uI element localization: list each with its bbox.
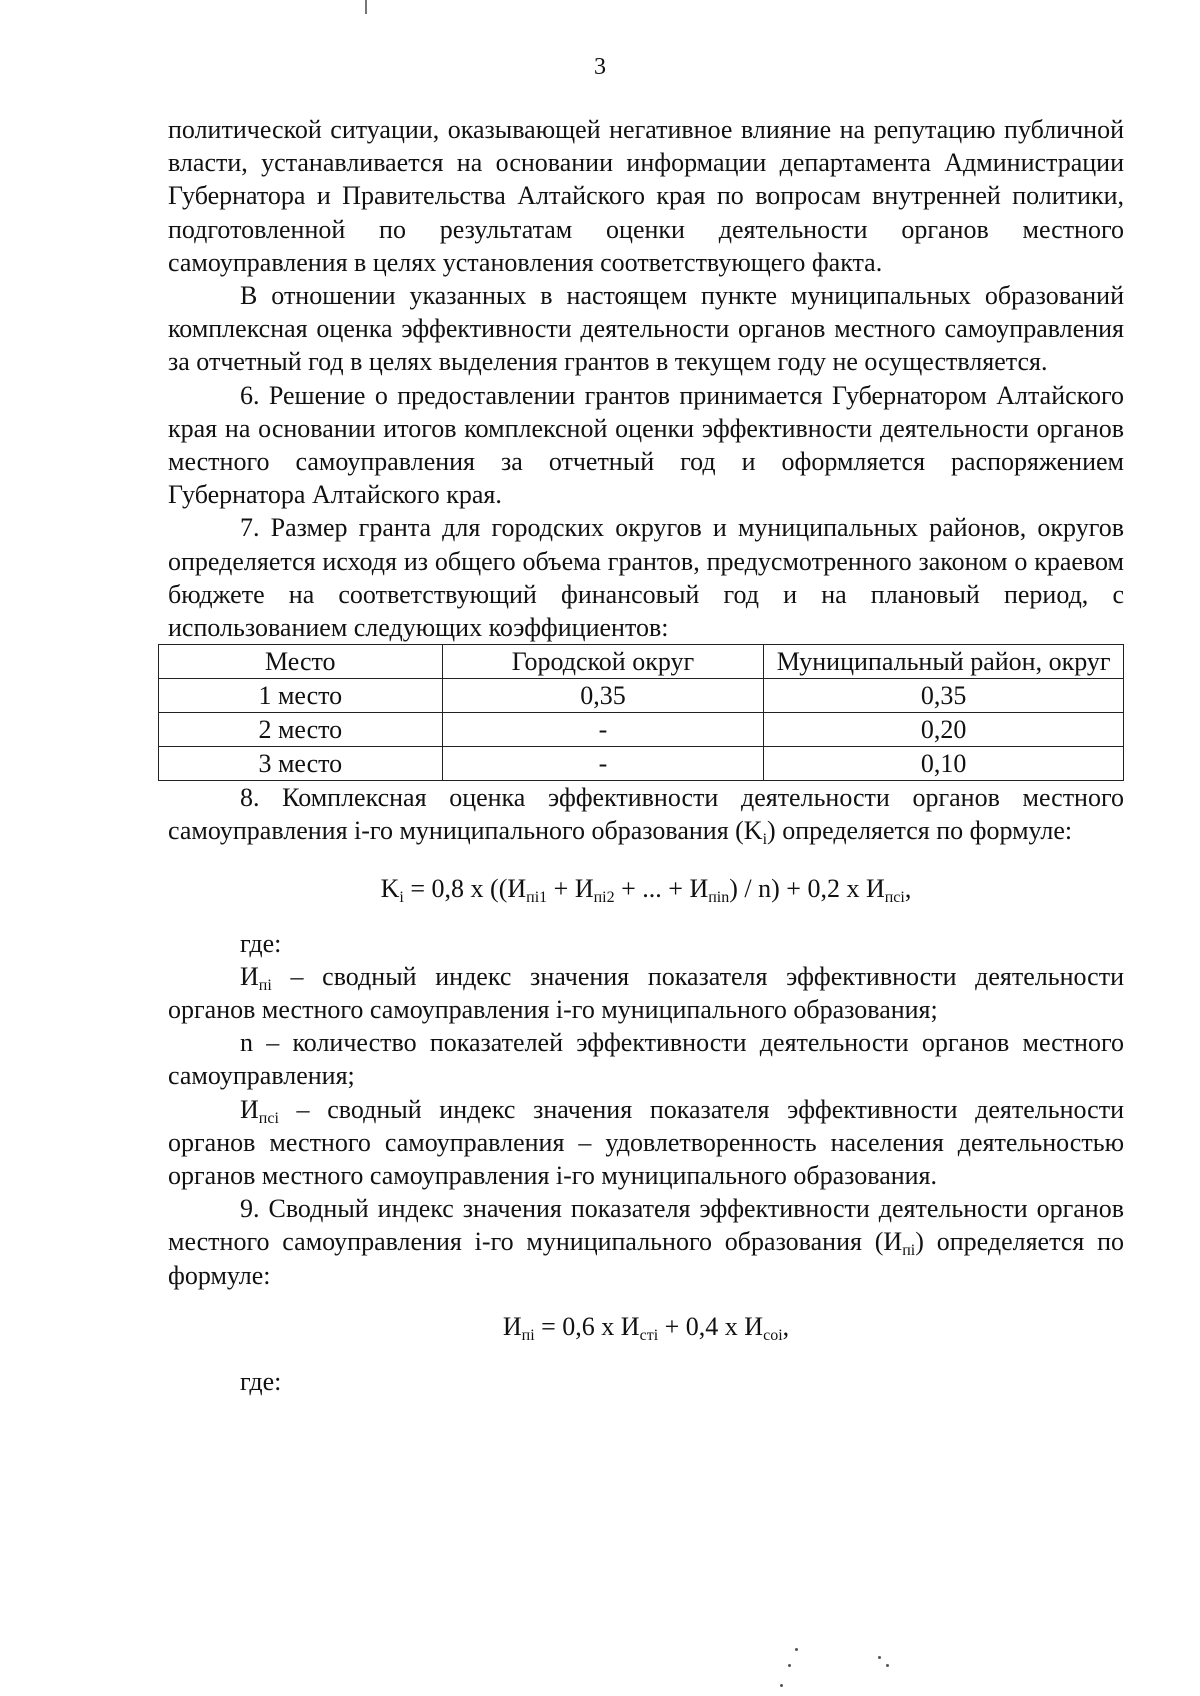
table-cell: 0,10 — [764, 747, 1124, 781]
table-cell: 1 место — [159, 679, 443, 713]
table-cell: - — [442, 713, 764, 747]
subscript: псi — [884, 888, 905, 906]
paragraph-8 — [168, 781, 1124, 847]
scan-speck — [886, 1664, 889, 1667]
formula-term: = 0,6 x И — [534, 1311, 640, 1341]
subscript: пi — [521, 1326, 535, 1344]
table-header-row — [159, 645, 1124, 679]
subscript: соi — [763, 1326, 783, 1344]
scan-speck — [795, 1648, 798, 1651]
formula-term: = 0,8 x ((И — [403, 873, 527, 903]
table-header-cell: Муниципальный район, округ — [764, 645, 1124, 679]
table-row — [159, 747, 1124, 781]
subscript: i — [399, 888, 404, 906]
scan-mark — [365, 0, 367, 14]
subscript: пi1 — [526, 888, 548, 906]
scan-speck — [780, 1684, 783, 1687]
scan-speck — [788, 1664, 791, 1667]
table-row — [159, 679, 1124, 713]
coefficients-table — [158, 644, 1124, 781]
subscript: i — [762, 831, 768, 849]
definition-ipi — [168, 960, 1124, 1026]
table-header-cell: Городской округ — [442, 645, 764, 679]
formula-ki — [168, 872, 1124, 905]
page-number: 3 — [594, 54, 606, 80]
paragraph-exclusion: В отношении указанных в настоящем пункте муниципальных образований комплексная оценка эффективности деятельности органов местного самоуправления за отчетный год в целях выделения грантов в текущем году не осуществляется. — [168, 281, 1124, 377]
formula-term: + И — [547, 873, 594, 903]
paragraph-8-tail: ) определяется по формуле: — [767, 816, 1073, 846]
formula-term: , — [782, 1311, 790, 1341]
definition-text: – сводный индекс значения показателя эффективности деятельности органов местного самоуправления – удовлетворенность населения деятельностью органов местного самоуправления i-го муниципального образования. — [168, 1094, 1124, 1191]
formula-term: И — [502, 1311, 522, 1341]
table-cell: 0,35 — [442, 679, 764, 713]
table-cell: - — [442, 747, 764, 781]
subscript: пi — [902, 1242, 916, 1260]
subscript: пin — [708, 888, 730, 906]
table-cell: 0,35 — [764, 679, 1124, 713]
subscript: псi — [258, 1109, 279, 1127]
subscript: пi — [258, 976, 272, 994]
paragraph-9 — [168, 1192, 1124, 1292]
table-header-cell: Место — [159, 645, 443, 679]
symbol: И — [240, 961, 259, 991]
paragraph-continuation: политической ситуации, оказывающей негативное влияние на репутацию публичной власти, устанавливается на основании информации департамента Администрации Губернатора и Правительства Алтайского края по вопросам внутренней политики, подготовленной по результатам оценки деятельности органов местного самоуправления в целях установления соответствующего факта. — [168, 115, 1124, 277]
formula-term: , — [904, 873, 912, 903]
formula-term: + 0,4 x И — [658, 1311, 764, 1341]
paragraph-8-text: 8. Комплексная оценка эффективности деятельности органов местного самоуправления i-го муниципального образования (K — [168, 783, 1124, 846]
paragraph-9-text: 9. Сводный индекс значения показателя эффективности деятельности органов местного самоуправления i-го муниципального образования (И — [168, 1194, 1124, 1257]
where-label: где: — [240, 928, 282, 958]
subscript: пi2 — [593, 888, 615, 906]
definition-ipsi — [168, 1093, 1124, 1193]
document-body — [168, 113, 1124, 1398]
formula-term: K — [380, 873, 400, 903]
table-cell: 2 место — [159, 713, 443, 747]
paragraph-9-tail: ) определяется по формуле: — [168, 1227, 1124, 1290]
definition-text: – сводный индекс значения показателя эффективности деятельности органов местного самоуправления i-го муниципального образования; — [168, 961, 1124, 1025]
formula-ipi — [168, 1310, 1124, 1343]
table-row — [159, 713, 1124, 747]
formula-term: + ... + И — [614, 873, 709, 903]
formula-term: ) / n) + 0,2 x И — [729, 873, 885, 903]
table-cell: 0,20 — [764, 713, 1124, 747]
subscript: стi — [639, 1326, 659, 1344]
table-cell: 3 место — [159, 747, 443, 781]
definition-n: n – количество показателей эффективности деятельности органов местного самоуправления; — [168, 1028, 1124, 1091]
symbol: И — [240, 1094, 259, 1124]
where-label: где: — [240, 1366, 282, 1396]
paragraph-6: 6. Решение о предоставлении грантов принимается Губернатором Алтайского края на основании итогов комплексной оценки эффективности деятельности органов местного самоуправления за отчетный год и оформляется распоряжением Губернатора Алтайского края. — [168, 380, 1124, 510]
scan-speck — [878, 1656, 881, 1659]
paragraph-7: 7. Размер гранта для городских округов и муниципальных районов, округов определяется исходя из общего объема грантов, предусмотренного законом о краевом бюджете на соответствующий финансовый год и на плановый период, с использованием следующих коэффициентов: — [168, 513, 1124, 643]
